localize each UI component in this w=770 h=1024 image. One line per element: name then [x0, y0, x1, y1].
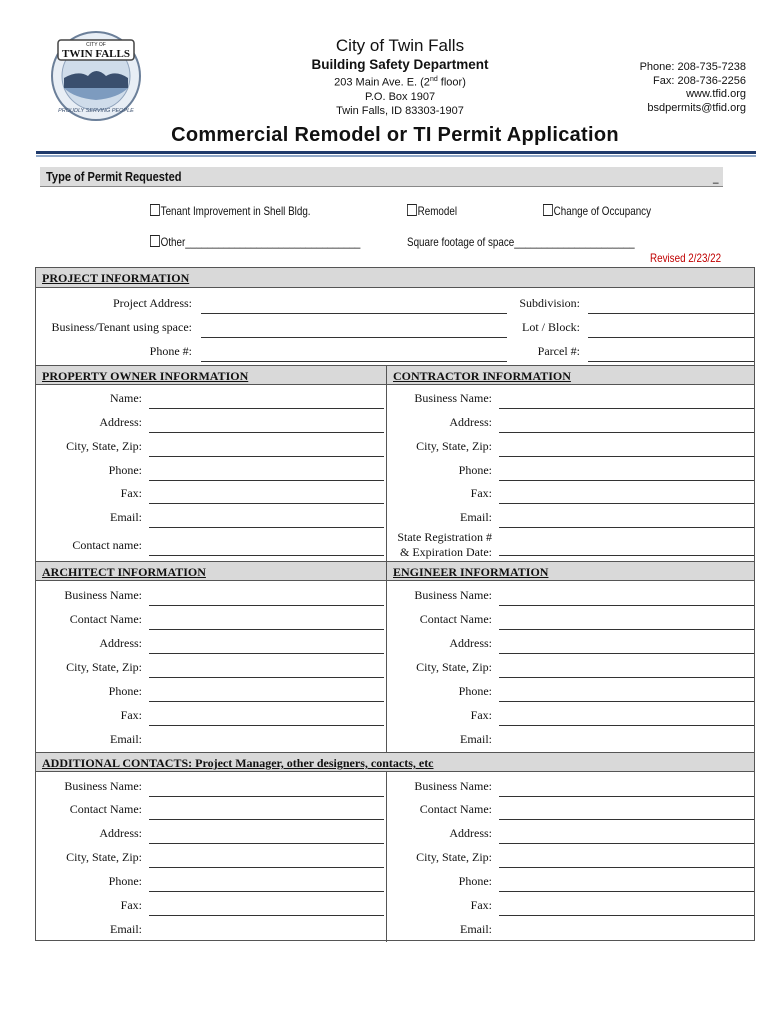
engineer-business-input[interactable] — [499, 605, 754, 606]
city-seal-logo — [48, 26, 144, 122]
remodel-checkbox[interactable] — [407, 204, 417, 216]
additional-left-business-label: Business Name: — [64, 779, 142, 793]
address-line-1-text: 203 Main Ave. E. (2 — [334, 76, 430, 89]
contractor-business-label: Business Name: — [414, 391, 492, 405]
additional-right-business-label: Business Name: — [414, 779, 492, 793]
owner-fax-input[interactable] — [149, 503, 384, 504]
contractor-info-header — [386, 365, 754, 385]
parcel-label: Parcel #: — [537, 344, 580, 358]
project-address-label: Project Address: — [113, 296, 192, 310]
additional-left-email-label: Email: — [110, 922, 142, 936]
engineer-address-label: Address: — [449, 636, 492, 650]
email-link[interactable]: bsdpermits@tfid.org — [647, 101, 746, 114]
title-divider — [36, 151, 756, 154]
contractor-address-label: Address: — [449, 415, 492, 429]
architect-fax-label: Fax: — [120, 708, 142, 722]
architect-phone-label: Phone: — [108, 684, 142, 698]
permit-type-heading: Type of Permit Requested — [46, 169, 182, 184]
architect-contact-input[interactable] — [149, 629, 384, 630]
owner-phone-input[interactable] — [149, 480, 384, 481]
owner-address-input[interactable] — [149, 432, 384, 433]
contractor-csz-label: City, State, Zip: — [416, 439, 492, 453]
permit-type-trail: _ — [713, 170, 719, 184]
owner-phone-label: Phone: — [108, 463, 142, 477]
additional-right-address-label: Address: — [449, 826, 492, 840]
logo-name-text: TWIN FALLS — [62, 48, 130, 60]
contractor-info-heading: CONTRACTOR INFORMATION — [393, 369, 571, 383]
occupancy-checkbox[interactable] — [543, 204, 553, 216]
engineer-contact-input[interactable] — [499, 629, 754, 630]
contractor-fax-input[interactable] — [499, 503, 754, 504]
additional-contacts-header — [36, 752, 754, 772]
lot-block-label: Lot / Block: — [522, 320, 580, 334]
column-divider — [386, 365, 387, 942]
other-checkbox[interactable] — [150, 235, 160, 247]
logo-motto-text: PROUDLY SERVING PEOPLE — [58, 108, 134, 114]
additional-left-contact-input[interactable] — [149, 819, 384, 820]
additional-left-phone-input[interactable] — [149, 891, 384, 892]
city-name: City of Twin Falls — [335, 36, 465, 55]
contractor-registration-label-2: & Expiration Date: — [400, 545, 492, 559]
permit-type-header — [40, 167, 723, 187]
page-title: Commercial Remodel or TI Permit Application — [171, 124, 619, 146]
address-line-1 — [290, 73, 510, 90]
tenant-label: Tenant Improvement in Shell Bldg. — [160, 204, 311, 218]
additional-right-fax-input[interactable] — [499, 915, 754, 916]
contractor-fax-label: Fax: — [470, 486, 492, 500]
architect-contact-label: Contact Name: — [69, 612, 142, 626]
contact-info-block — [640, 61, 746, 115]
other-label: Other________________________________ — [160, 235, 361, 249]
address-line-2: P.O. Box 1907 — [364, 90, 436, 103]
engineer-info-header — [386, 561, 754, 581]
project-phone-input[interactable] — [201, 361, 507, 362]
department-block — [290, 36, 510, 118]
engineer-contact-label: Contact Name: — [419, 612, 492, 626]
business-tenant-label: Business/Tenant using space: — [51, 320, 192, 334]
revised-date: Revised 2/23/22 — [650, 251, 722, 265]
owner-fax-label: Fax: — [120, 486, 142, 500]
architect-phone-input[interactable] — [149, 701, 384, 702]
owner-info-header — [36, 365, 386, 385]
contractor-phone-input[interactable] — [499, 480, 754, 481]
additional-right-email-label: Email: — [460, 922, 492, 936]
additional-right-csz-input[interactable] — [499, 867, 754, 868]
additional-right-phone-label: Phone: — [458, 874, 492, 888]
owner-contact-label: Contact name: — [72, 538, 142, 552]
engineer-fax-label: Fax: — [470, 708, 492, 722]
additional-right-business-input[interactable] — [499, 796, 754, 797]
option-tenant-improvement[interactable] — [150, 204, 311, 218]
option-change-occupancy[interactable] — [543, 204, 651, 218]
additional-left-csz-input[interactable] — [149, 867, 384, 868]
engineer-phone-input[interactable] — [499, 701, 754, 702]
architect-csz-input[interactable] — [149, 677, 384, 678]
option-remodel[interactable] — [407, 204, 457, 218]
square-footage-field[interactable]: Square footage of space______________________ — [407, 235, 635, 249]
contractor-phone-label: Phone: — [458, 463, 492, 477]
architect-csz-label: City, State, Zip: — [66, 660, 142, 674]
project-address-input[interactable] — [201, 313, 507, 314]
engineer-info-heading: ENGINEER INFORMATION — [393, 565, 549, 579]
contractor-address-input[interactable] — [499, 432, 754, 433]
contractor-business-input[interactable] — [499, 408, 754, 409]
project-phone-label: Phone #: — [149, 344, 192, 358]
additional-left-fax-label: Fax: — [120, 898, 142, 912]
address-superscript: nd — [429, 76, 438, 83]
contractor-email-input[interactable] — [499, 527, 754, 528]
engineer-csz-input[interactable] — [499, 677, 754, 678]
engineer-email-label: Email: — [460, 732, 492, 746]
engineer-csz-label: City, State, Zip: — [416, 660, 492, 674]
owner-email-input[interactable] — [149, 527, 384, 528]
additional-left-contact-label: Contact Name: — [69, 802, 142, 816]
owner-csz-label: City, State, Zip: — [66, 439, 142, 453]
owner-name-input[interactable] — [149, 408, 384, 409]
architect-info-header — [36, 561, 386, 581]
occupancy-label: Change of Occupancy — [553, 204, 652, 218]
option-other[interactable] — [150, 235, 360, 249]
address-line-3: Twin Falls, ID 83303-1907 — [336, 104, 464, 117]
engineer-fax-input[interactable] — [499, 725, 754, 726]
additional-contacts-heading: ADDITIONAL CONTACTS: Project Manager, other designers, contacts, etc — [42, 756, 434, 770]
contractor-registration-label-1: State Registration # — [397, 530, 492, 544]
lot-block-input[interactable] — [588, 337, 754, 338]
subdivision-label: Subdivision: — [519, 296, 580, 310]
additional-left-fax-input[interactable] — [149, 915, 384, 916]
architect-address-input[interactable] — [149, 653, 384, 654]
additional-left-business-input[interactable] — [149, 796, 384, 797]
engineer-business-label: Business Name: — [414, 588, 492, 602]
subdivision-input[interactable] — [588, 313, 754, 314]
architect-business-input[interactable] — [149, 605, 384, 606]
architect-fax-input[interactable] — [149, 725, 384, 726]
owner-email-label: Email: — [110, 510, 142, 524]
additional-right-address-input[interactable] — [499, 843, 754, 844]
contractor-registration-input[interactable] — [499, 555, 754, 556]
parcel-input[interactable] — [588, 361, 754, 362]
architect-email-label: Email: — [110, 732, 142, 746]
owner-address-label: Address: — [99, 415, 142, 429]
additional-left-csz-label: City, State, Zip: — [66, 850, 142, 864]
project-info-heading: PROJECT INFORMATION — [42, 271, 190, 285]
engineer-phone-label: Phone: — [458, 684, 492, 698]
engineer-address-input[interactable] — [499, 653, 754, 654]
website-link[interactable]: www.tfid.org — [686, 88, 746, 100]
address-line-1-end: floor) — [437, 76, 466, 89]
owner-name-label: Name: — [110, 391, 142, 405]
fax-number: Fax: 208-736-2256 — [653, 74, 746, 87]
owner-csz-input[interactable] — [149, 456, 384, 457]
owner-info-heading: PROPERTY OWNER INFORMATION — [42, 369, 249, 383]
additional-left-phone-label: Phone: — [108, 874, 142, 888]
additional-left-address-input[interactable] — [149, 843, 384, 844]
additional-right-phone-input[interactable] — [499, 891, 754, 892]
tenant-checkbox[interactable] — [150, 204, 160, 216]
architect-address-label: Address: — [99, 636, 142, 650]
contractor-email-label: Email: — [460, 510, 492, 524]
business-tenant-input[interactable] — [201, 337, 507, 338]
department-name: Building Safety Department — [311, 57, 489, 72]
project-info-header — [36, 268, 754, 288]
owner-contact-input[interactable] — [149, 555, 384, 556]
logo-city-text: CITY OF — [86, 42, 106, 48]
contractor-csz-input[interactable] — [499, 456, 754, 457]
application-form — [35, 267, 755, 941]
additional-right-contact-label: Contact Name: — [419, 802, 492, 816]
additional-right-fax-label: Fax: — [470, 898, 492, 912]
architect-business-label: Business Name: — [64, 588, 142, 602]
architect-info-heading: ARCHITECT INFORMATION — [42, 565, 206, 579]
remodel-label: Remodel — [417, 204, 458, 218]
additional-right-csz-label: City, State, Zip: — [416, 850, 492, 864]
additional-left-address-label: Address: — [99, 826, 142, 840]
additional-right-contact-input[interactable] — [499, 819, 754, 820]
title-divider-light — [36, 155, 756, 157]
phone-number: Phone: 208-735-7238 — [639, 61, 746, 73]
